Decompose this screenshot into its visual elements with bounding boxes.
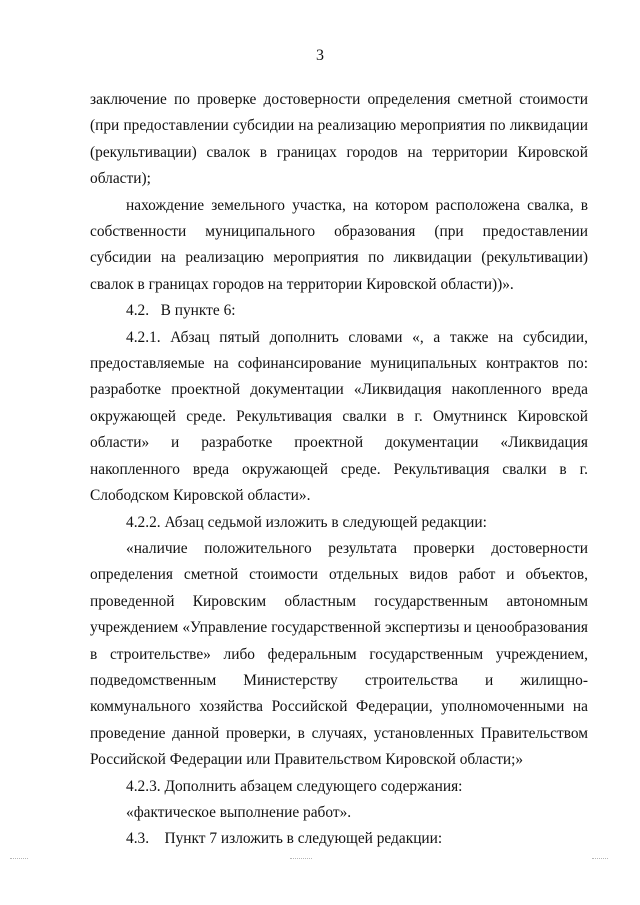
paragraph-quote-actual-work: «фактическое выполнение работ». [126,803,352,821]
paragraph-item-4-2-3: 4.2.3. Дополнить абзацем следующего содержания: [126,777,463,795]
paragraph-land-plot: нахождение земельного участка, на котором расположена свалка, в собственности муниципального образования (при предоставлении субсидии на реализацию мероприятия по ликвидации (рекультивации) свалок в границах городов на территории Кировской области))». [90,196,588,293]
page-number: 3 [316,47,324,64]
paragraph-item-4-2-1: 4.2.1. Абзац пятый дополнить словами «, а также на субсидии, предоставляемые на софинансирование муниципальных контрактов по: разработке проектной документации «Ликвидация накопленного вреда окружающей среде. Рекультивация свалки в г. Омутнинск Кировской области» и разработке проектной документации «Ликвидация накопленного вреда окружающей среде. Рекультивация свалки в г. Слободском Кировской области». [90,328,588,505]
paragraph-item-4-2-2: 4.2.2. Абзац седьмой изложить в следующей редакции: [126,513,487,531]
paragraph-item-4-2: 4.2. В пункте 6: [126,302,236,320]
paragraph-continuation: заключение по проверке достоверности определения сметной стоимости (при предоставлении субсидии на реализацию мероприятия по ликвидации (рекультивации) свалок в границах городов на территории Кировской области); [90,91,588,188]
scan-artifacts [0,858,640,866]
paragraph-quote-expertise: «наличие положительного результата проверки достоверности определения сметной стоимости отдельных видов работ и объектов, проведенной Кировским областным государственным автономным учреждением «Управление государственной экспертизы и ценообразования в строительстве» либо федеральным государственным учреждением, подведомственным Министерству строительства и жилищно-коммунального хозяйства Российской Федерации, уполномоченными на проведение данной проверки, в случаях, установленных Правительством Российской Федерации или Правительством Кировской области;» [90,539,588,769]
scan-mark-right [592,858,608,861]
paragraph-item-4-3: 4.3. Пункт 7 изложить в следующей редакции: [126,830,443,848]
document-body [90,87,588,853]
scan-mark-left [10,858,28,861]
scan-mark-center [290,858,312,861]
